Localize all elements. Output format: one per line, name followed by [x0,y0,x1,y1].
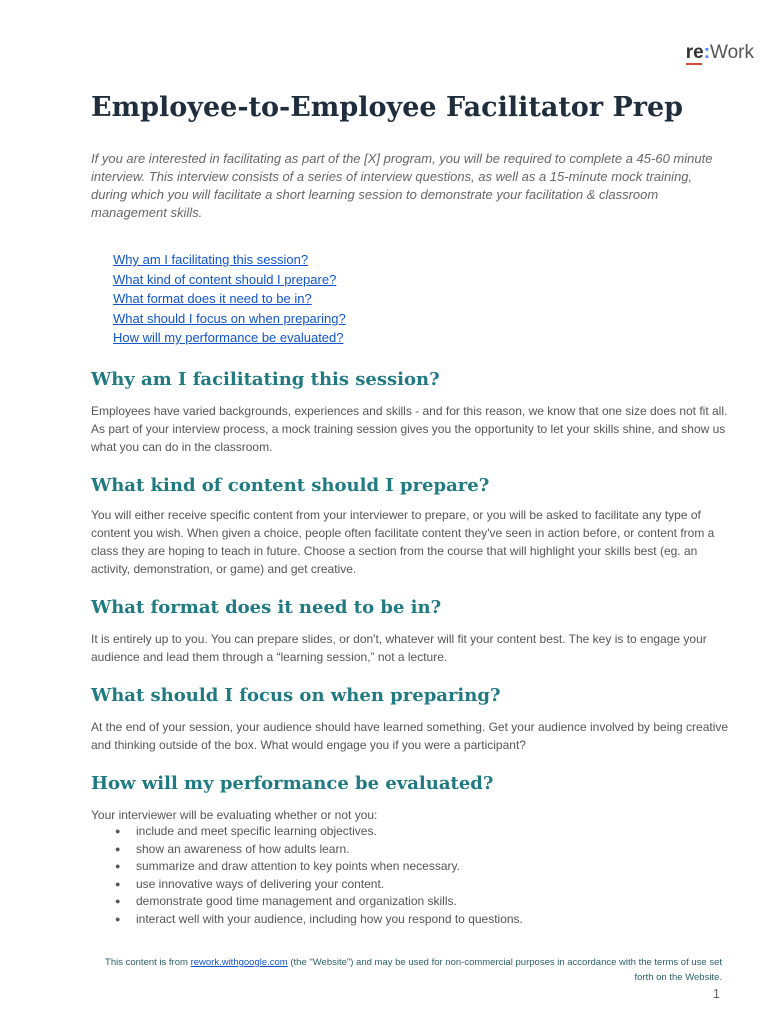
section-body-content: You will either receive specific content from your interviewer to prepare, or you will be asked to facilitate any type of content you wish. When given a choice, people often facilitate content they've seen in action before, or content from a class they are hoping to teach in future. Choose a section from the course that will highlight your skills best (eg. an activity, demonstration, or game) and get creative. [91,508,715,576]
section-body-evaluation: Your interviewer will be evaluating whether or not you: [91,808,378,822]
footer-text-before: This content is from [105,957,191,968]
toc-link-content[interactable]: What kind of content should I prepare? [113,271,337,287]
section-heading-why: Why am I facilitating this session? [91,369,440,390]
section-heading-evaluation: How will my performance be evaluated? [91,773,494,794]
page-title: Employee-to-Employee Facilitator Prep [91,92,684,123]
list-item: ● summarize and draw attention to key points when necessary. [91,858,523,876]
toc-item [113,289,346,309]
logo-re: re [685,42,704,63]
logo-work: Work [710,42,754,63]
section-heading-format: What format does it need to be in? [91,597,442,618]
toc-item [113,309,346,329]
toc-link-focus[interactable]: What should I focus on when preparing? [113,310,346,326]
toc-link-format[interactable]: What format does it need to be in? [113,291,312,306]
list-item: ● show an awareness of how adults learn. [91,841,523,859]
section-heading-content: What kind of content should I prepare? [91,475,490,496]
page-number: 1 [712,986,720,1001]
toc-item [113,328,346,348]
list-item: ● interact well with your audience, including how you respond to questions. [91,911,523,929]
table-of-contents [113,250,346,348]
evaluation-criteria-list [91,823,523,928]
toc-link-evaluation[interactable]: How will my performance be evaluated? [113,330,344,345]
list-item: ● include and meet specific learning objectives. [91,823,523,841]
section-body-focus: At the end of your session, your audience should have learned something. Get your audience involved by being creative and thinking outside of the box. What would engage you if you were a participant? [91,720,729,752]
section-body-format: It is entirely up to you. You can prepare slides, or don't, whatever will fit your content best. The key is to engage your audience and lead them through a “learning session,” not a lecture. [91,632,707,664]
logo-colon: : [703,42,711,63]
footer-text-after: (the "Website") and may be used for non-commercial purposes in accordance with the terms of use set forth on the Website. [287,957,722,983]
footer-website-link[interactable]: rework.withgoogle.com [190,957,288,968]
toc-item [113,270,346,290]
rework-logo [686,42,754,64]
intro-paragraph: If you are interested in facilitating as part of the [X] program, you will be required to complete a 45-60 minute interview. This interview consists of a series of interview questions, as well as a 15-minute mock training, during which you will facilitate a short learning session to demonstrate your facilitation & classroom management skills. [91,151,713,220]
toc-link-why[interactable]: Why am I facilitating this session? [113,252,309,267]
toc-item [113,250,346,270]
section-heading-focus: What should I focus on when preparing? [91,685,501,706]
list-item: ● use innovative ways of delivering your content. [91,876,523,894]
footer-notice [90,955,722,985]
section-body-why: Employees have varied backgrounds, experiences and skills - and for this reason, we know that one size does not fit all. As part of your interview process, a mock training session gives you the opportunity to let your skills shine, and show us what you can do in the classroom. [91,404,728,454]
list-item: ● demonstrate good time management and organization skills. [91,893,523,911]
